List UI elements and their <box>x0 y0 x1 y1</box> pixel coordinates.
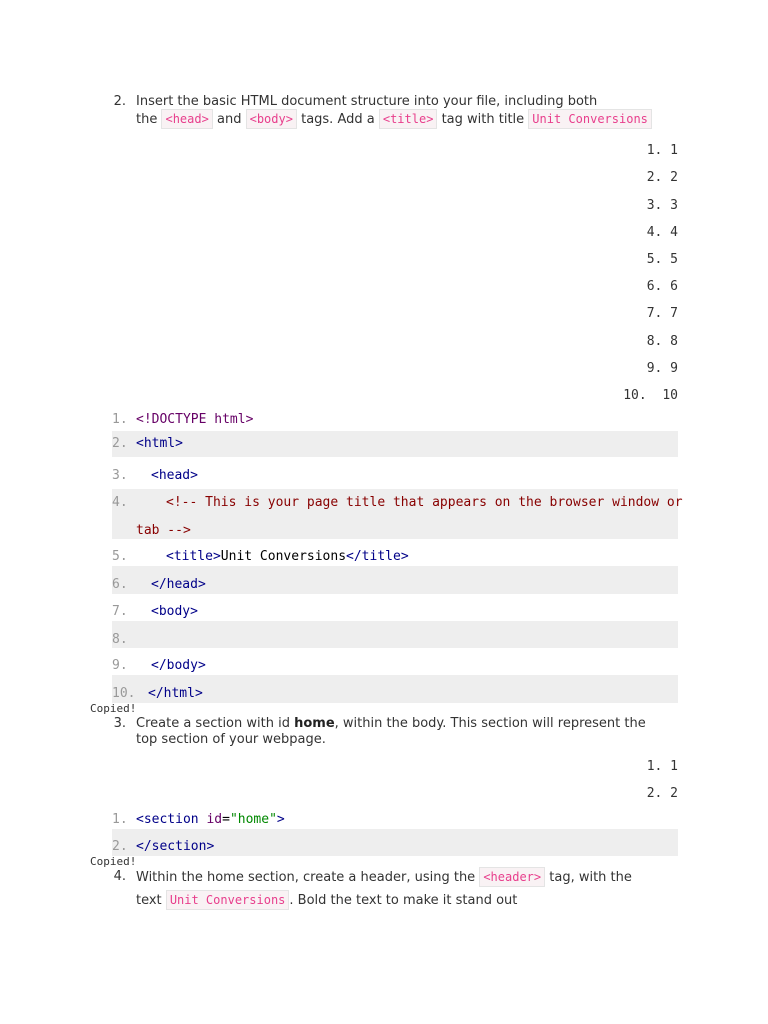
line-number: 5. <box>112 549 128 564</box>
gutter-number: 6. 6 <box>646 279 678 294</box>
code-line <box>112 489 683 539</box>
step-4-line-2 <box>136 892 681 909</box>
gutter-number: 4. 4 <box>646 225 678 240</box>
code-text: </section> <box>136 839 215 854</box>
inline-code-head: <head> <box>161 109 212 129</box>
code-line <box>112 675 678 703</box>
gutter-number: 1. 1 <box>646 759 678 774</box>
text: Within the home section, create a header, using the <box>136 870 476 885</box>
text: text <box>136 893 162 908</box>
code-line <box>112 648 678 675</box>
code-text: <head> <box>151 468 198 483</box>
copied-label: Copied! <box>90 855 137 868</box>
code-line <box>112 409 678 431</box>
code-line <box>112 457 678 489</box>
code-line <box>112 808 678 829</box>
step-number: 3. <box>113 716 126 731</box>
text: tag, with the <box>549 870 632 885</box>
text: tag with title <box>441 112 525 127</box>
inline-code-unit-conversions: Unit Conversions <box>166 890 290 910</box>
code-text: Unit Conversions <box>220 549 347 564</box>
line-number: 1. <box>112 412 128 427</box>
inline-code-body: <body> <box>246 109 297 129</box>
bold-text: home <box>294 716 335 731</box>
step-3-line-1 <box>136 716 681 732</box>
line-number: 2. <box>112 839 128 854</box>
step-number: 2. <box>113 94 126 109</box>
gutter-number: 7. 7 <box>646 306 678 321</box>
code-text: <html> <box>136 436 183 451</box>
gutter-number: 9. 9 <box>646 361 678 376</box>
gutter-number: 5. 5 <box>646 252 678 267</box>
code-string: "home" <box>229 812 277 827</box>
line-number: 7. <box>112 604 128 619</box>
code-text: </head> <box>151 577 206 592</box>
inline-code-header: <header> <box>479 867 545 887</box>
gutter-number: 2. 2 <box>646 786 678 801</box>
step-2-line-2 <box>136 111 681 128</box>
code-line <box>112 566 678 594</box>
line-number: 4. <box>112 495 128 510</box>
line-number: 9. <box>112 658 128 673</box>
code-comment: <!-- This is your page title that appears on the browser window or <box>166 495 683 510</box>
code-text: <!DOCTYPE html> <box>136 412 254 427</box>
code-punctuation: = <box>222 812 230 827</box>
step-4-line-1 <box>136 869 681 886</box>
line-number: 1. <box>112 812 128 827</box>
gutter-number: 2. 2 <box>646 170 678 185</box>
code-line <box>112 431 678 457</box>
text: Create a section with id <box>136 716 295 731</box>
step-3-line-2: top section of your webpage. <box>136 732 326 747</box>
step-number: 4. <box>113 869 126 884</box>
text: . Bold the text to make it stand out <box>289 893 518 908</box>
code-line <box>112 594 678 621</box>
gutter-number: 3. 3 <box>646 198 678 213</box>
copied-label: Copied! <box>90 702 137 715</box>
line-number: 2. <box>112 436 128 451</box>
code-tag: > <box>276 812 285 827</box>
text: the <box>136 112 158 127</box>
text: , within the body. This section will represent the <box>334 716 646 731</box>
inline-code-unit-conversions: Unit Conversions <box>528 109 652 129</box>
line-number: 8. <box>112 632 128 647</box>
line-number: 10. <box>112 686 136 701</box>
code-tag: </title> <box>346 549 409 564</box>
code-comment: tab --> <box>136 523 191 538</box>
step-2-line-1: Insert the basic HTML document structure into your file, including both <box>136 94 598 109</box>
code-tag: <title> <box>166 549 221 564</box>
code-text: </body> <box>151 658 206 673</box>
code-line <box>112 539 678 566</box>
text: and <box>216 112 242 127</box>
code-tag: <section <box>136 812 207 827</box>
gutter-number: 1. 1 <box>646 143 678 158</box>
text: tags. Add a <box>301 112 375 127</box>
inline-code-title: <title> <box>379 109 438 129</box>
code-line <box>112 621 678 648</box>
code-text: </html> <box>148 686 203 701</box>
code-line <box>112 829 678 856</box>
line-number: 3. <box>112 468 128 483</box>
code-text: <body> <box>151 604 198 619</box>
gutter-number: 10. 10 <box>623 388 678 403</box>
step-4-instructions <box>136 869 681 909</box>
step-2-instructions <box>136 94 681 128</box>
code-attribute: id <box>206 812 223 827</box>
line-number: 6. <box>112 577 128 592</box>
gutter-number: 8. 8 <box>646 334 678 349</box>
step-3-instructions <box>136 716 681 748</box>
